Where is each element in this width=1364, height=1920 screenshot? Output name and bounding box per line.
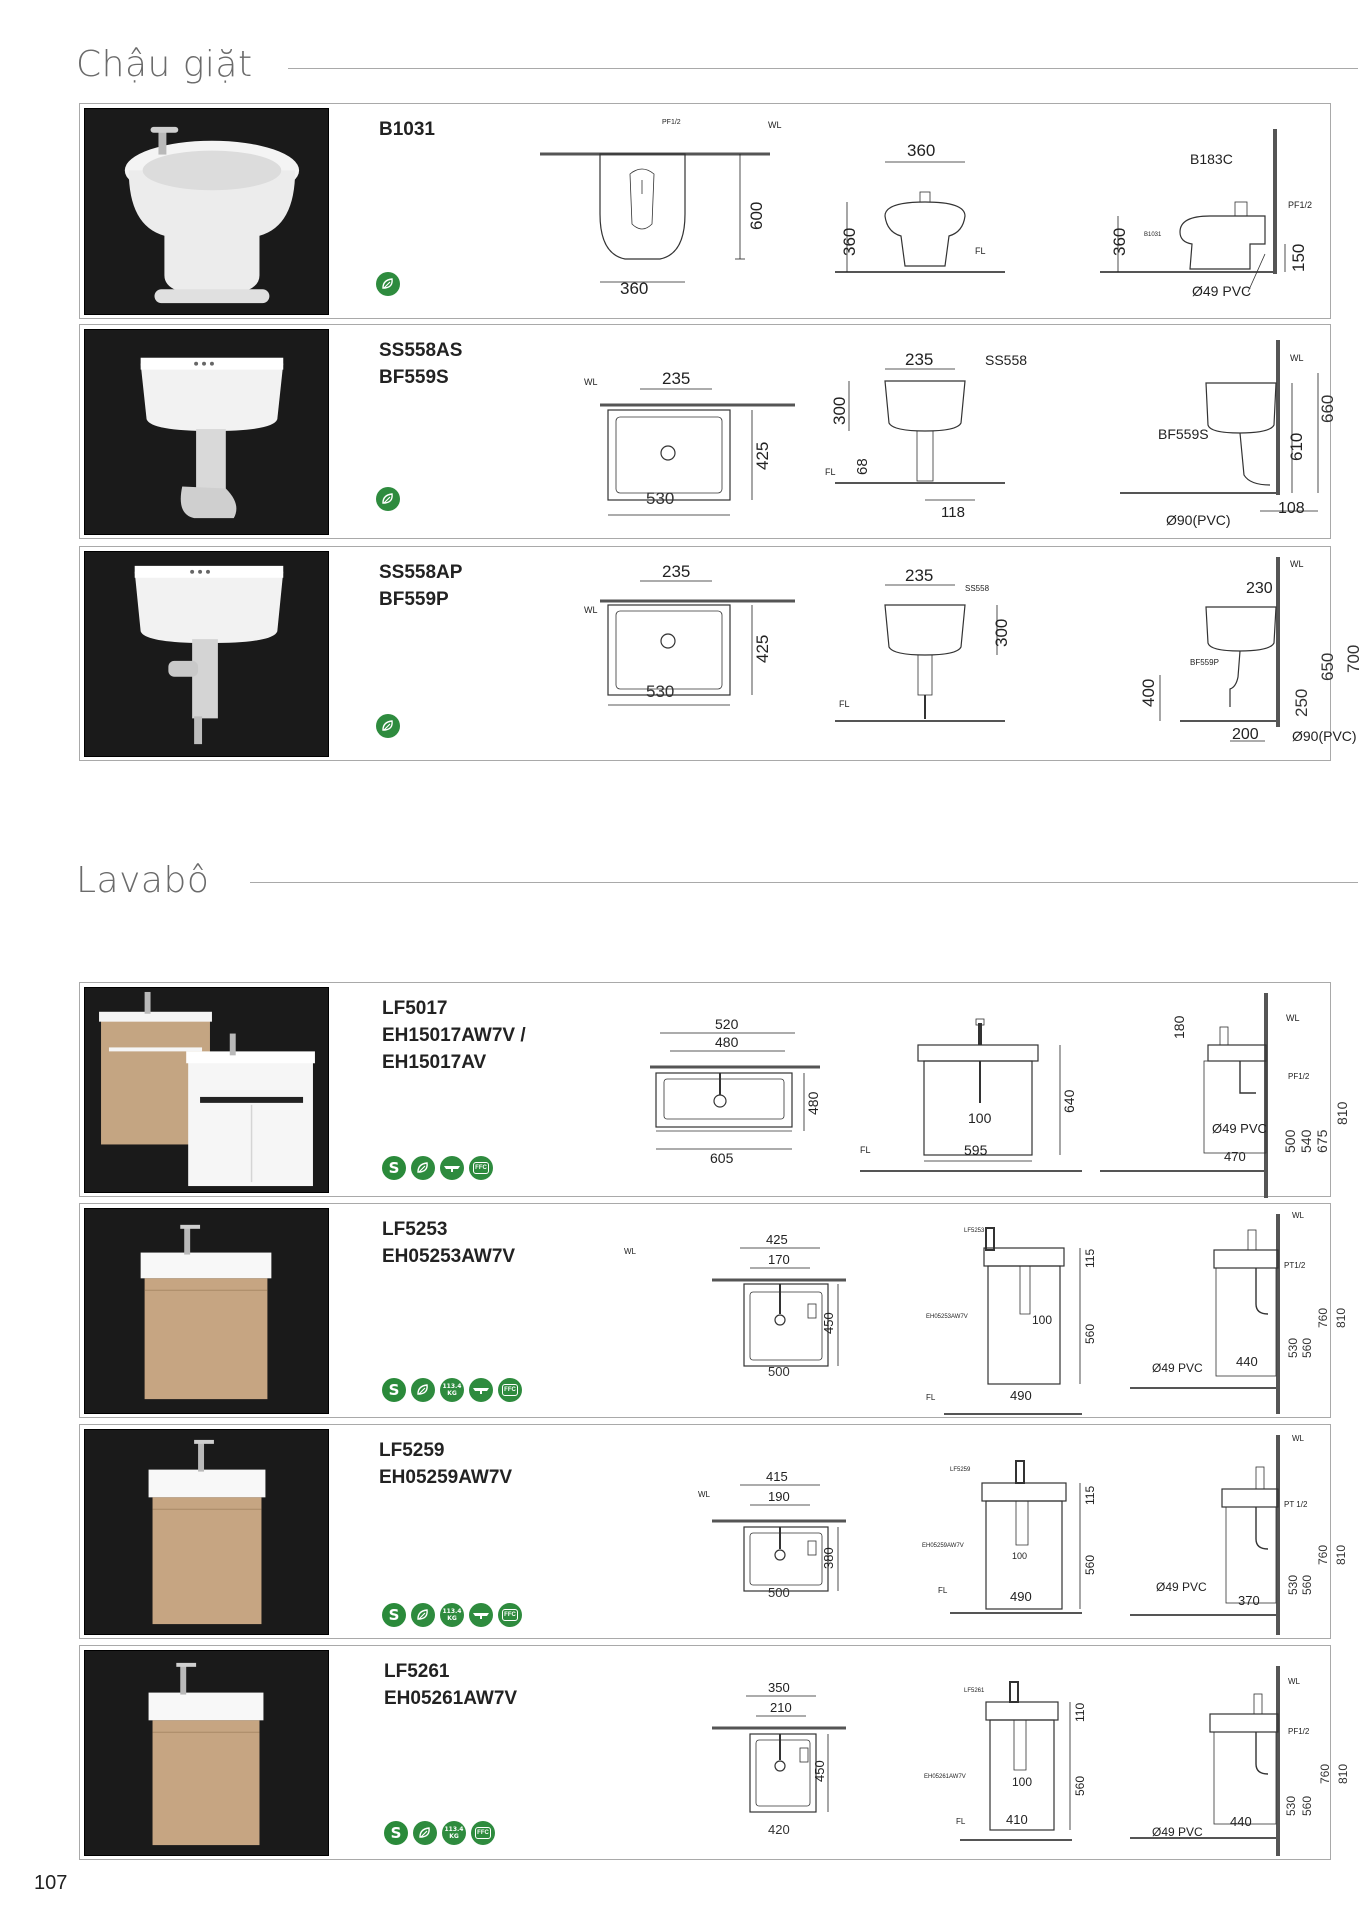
height-dimension-2: 660 xyxy=(1318,394,1337,423)
platform-icon xyxy=(440,1156,464,1180)
ffc-badge: FFC xyxy=(498,1603,522,1627)
product-code: LF5259 xyxy=(379,1440,445,1461)
fl-label: FL xyxy=(956,1817,966,1826)
fl-label: FL xyxy=(975,246,986,256)
wl-label: WL xyxy=(584,377,598,387)
width-dimension: 410 xyxy=(1006,1812,1028,1827)
platform-icon xyxy=(469,1603,493,1627)
height-dimension: 300 xyxy=(830,396,849,425)
vanity-cabinet-image xyxy=(85,988,328,1192)
pf-label: PF1/2 xyxy=(1288,200,1313,210)
pf-label: PF1/2 xyxy=(1288,1727,1310,1736)
section-divider xyxy=(250,882,1358,883)
faucet-label: B183C xyxy=(1190,151,1233,167)
feature-badges xyxy=(382,1156,493,1180)
height-dimension: 360 xyxy=(1110,227,1129,256)
top-label: LF5261 xyxy=(964,1688,985,1694)
height-dimension-3: 675 xyxy=(1314,1129,1330,1153)
product-photo xyxy=(84,108,329,315)
outer-dimension: 425 xyxy=(766,1232,788,1247)
height-dimension: 300 xyxy=(992,618,1011,647)
height-dimension: 560 xyxy=(1083,1323,1097,1344)
feature-badges xyxy=(382,1603,522,1627)
height-dimension-3: 760 xyxy=(1318,1763,1332,1784)
product-photo xyxy=(84,329,329,535)
pipe-label: Ø90(PVC) xyxy=(1166,512,1231,528)
front-view-drawing xyxy=(860,1646,1090,1861)
height-dimension-1: 610 xyxy=(1287,432,1306,461)
pipe-label: Ø49 PVC xyxy=(1212,1121,1267,1136)
fl-label: FL xyxy=(938,1586,948,1595)
side-label: EH05253AW7V xyxy=(926,1314,968,1320)
pipe-label: Ø90(PVC) xyxy=(1292,728,1357,744)
inner-dimension: 235 xyxy=(662,562,691,581)
product-code: SS558AS xyxy=(379,340,463,361)
inner-dimension: 480 xyxy=(715,1034,739,1050)
side-view-drawing xyxy=(1080,104,1320,320)
s-badge: S xyxy=(384,1821,408,1845)
height-dimension: 360 xyxy=(840,227,859,256)
section-divider xyxy=(288,68,1358,69)
width-dimension: 500 xyxy=(768,1585,790,1600)
product-codes xyxy=(382,995,526,1076)
green-leaf-icon xyxy=(376,714,400,738)
product-codes xyxy=(384,1658,517,1712)
top-height-dimension: 110 xyxy=(1073,1702,1087,1722)
wl-label: WL xyxy=(698,1490,710,1499)
product-codes xyxy=(379,559,462,613)
product-row-lf5253 xyxy=(79,1203,1348,1418)
width-dimension: 360 xyxy=(620,279,649,298)
feature-badges xyxy=(376,487,400,511)
side-view-drawing xyxy=(1080,983,1330,1198)
front-view-drawing xyxy=(825,104,1025,320)
product-codes xyxy=(382,1216,515,1270)
wl-label: WL xyxy=(1286,1013,1300,1023)
green-leaf-icon xyxy=(411,1378,435,1402)
depth-dimension: 480 xyxy=(805,1091,821,1115)
depth-dimension: 440 xyxy=(1236,1354,1258,1369)
vanity-cabinet-image xyxy=(85,1651,328,1855)
height-dimension-1: 530 xyxy=(1284,1795,1298,1816)
product-code: BF559S xyxy=(379,367,449,388)
side-view-drawing xyxy=(1080,325,1320,540)
product-code: LF5253 xyxy=(382,1219,448,1240)
product-codes xyxy=(379,1437,512,1491)
fl-label: FL xyxy=(839,699,850,709)
outer-dimension: 415 xyxy=(766,1469,788,1484)
weight-badge: 113.4 KG xyxy=(440,1603,464,1627)
product-code: B1031 xyxy=(379,119,435,140)
width-dimension: 595 xyxy=(964,1142,988,1158)
product-row-lf5017 xyxy=(79,982,1350,1197)
model-label: B1031 xyxy=(1144,232,1162,238)
page-number: 107 xyxy=(34,1872,68,1894)
top-label: LF5253 xyxy=(964,1228,985,1234)
outer-dimension: 350 xyxy=(768,1680,790,1695)
height-dimension-3: 760 xyxy=(1316,1307,1330,1328)
height-dimension-3: 700 xyxy=(1344,644,1363,673)
pipe-label: Ø49 PVC xyxy=(1152,1825,1203,1839)
offset-dimension: 108 xyxy=(1278,500,1305,517)
height-dimension-2: 560 xyxy=(1300,1795,1314,1816)
product-code: EH05261AW7V xyxy=(384,1688,518,1709)
model-label: SS558 xyxy=(965,584,990,593)
top-view-drawing xyxy=(620,1425,860,1640)
height-dimension-4: 810 xyxy=(1334,1544,1348,1565)
product-photo xyxy=(84,1650,329,1856)
depth-dimension: 450 xyxy=(821,1312,836,1334)
front-view-drawing xyxy=(860,1204,1097,1419)
vanity-cabinet-image xyxy=(85,1430,328,1634)
side-view-drawing xyxy=(1080,1204,1330,1419)
product-code: LF5017 xyxy=(382,998,448,1019)
width-dimension: 530 xyxy=(646,682,675,701)
top-label: LF5259 xyxy=(950,1467,971,1473)
wl-label: WL xyxy=(1288,1677,1300,1686)
green-leaf-icon xyxy=(411,1603,435,1627)
laundry-sink-image xyxy=(85,330,328,534)
top-view-drawing xyxy=(620,983,860,1198)
product-photo xyxy=(84,551,329,757)
bidet-image xyxy=(85,109,328,314)
height-dimension-4: 810 xyxy=(1334,1307,1348,1328)
width-dimension: 605 xyxy=(710,1150,734,1166)
height-dimension-1: 530 xyxy=(1286,1337,1300,1358)
ffc-badge: FFC xyxy=(498,1378,522,1402)
wl-label: WL xyxy=(624,1247,636,1256)
depth-dimension: 450 xyxy=(812,1760,827,1782)
product-photo xyxy=(84,1208,329,1414)
base-height-dimension: 400 xyxy=(1139,678,1158,707)
top-view-drawing xyxy=(580,325,810,540)
side-view-drawing xyxy=(1080,1646,1330,1861)
wl-label: WL xyxy=(768,120,782,130)
top-height-dimension: 115 xyxy=(1083,1485,1097,1505)
height-dimension: 560 xyxy=(1083,1554,1097,1575)
wl-label: WL xyxy=(1292,1211,1304,1220)
width-dimension: 490 xyxy=(1010,1388,1032,1403)
vanity-cabinet-image xyxy=(85,1209,328,1413)
height-dimension-3: 760 xyxy=(1316,1544,1330,1565)
height-dimension-2: 650 xyxy=(1318,652,1337,681)
front-view-drawing xyxy=(825,547,1065,762)
product-row-lf5261 xyxy=(79,1645,1350,1860)
wl-label: WL xyxy=(1290,353,1304,363)
fl-label: FL xyxy=(926,1393,936,1402)
top-view-drawing xyxy=(620,1646,860,1861)
product-code: EH15017AW7V / xyxy=(382,1025,526,1046)
feature-badges xyxy=(382,1378,522,1402)
side-label: EH05261AW7V xyxy=(924,1774,966,1780)
depth-dimension: 600 xyxy=(747,201,766,230)
pf-label: PF1/2 xyxy=(662,119,681,126)
product-row-ss558as xyxy=(79,324,1337,539)
feature-badges xyxy=(376,714,400,738)
depth-dimension: 425 xyxy=(753,634,772,663)
product-code: EH05259AW7V xyxy=(379,1467,513,1488)
s-badge: S xyxy=(382,1156,406,1180)
section-title-basin: Lavabô xyxy=(76,860,210,901)
center-dimension: 100 xyxy=(1012,1551,1028,1561)
model-label: BF559P xyxy=(1190,658,1219,667)
width-dimension: 490 xyxy=(1010,1589,1032,1604)
pf-label: PT1/2 xyxy=(1284,1261,1306,1270)
top-view-drawing xyxy=(620,1204,860,1419)
s-badge: S xyxy=(382,1603,406,1627)
offset-dimension: 200 xyxy=(1232,726,1259,743)
feature-badges xyxy=(376,272,400,296)
pipe-height-dimension: 150 xyxy=(1289,243,1308,272)
product-code: EH05253AW7V xyxy=(382,1246,516,1267)
center-dimension: 100 xyxy=(968,1110,992,1126)
front-view-drawing xyxy=(860,1425,1097,1640)
side-label: EH05259AW7V xyxy=(922,1543,964,1549)
top-dimension: 230 xyxy=(1246,580,1273,597)
depth-dimension: 380 xyxy=(821,1547,836,1569)
center-dimension: 100 xyxy=(1012,1775,1033,1789)
section-title-laundry: Chậu giặt xyxy=(76,44,253,85)
model-label: SS558 xyxy=(985,352,1028,368)
green-leaf-icon xyxy=(411,1156,435,1180)
wl-label: WL xyxy=(1292,1434,1304,1443)
feature-badges xyxy=(384,1821,495,1845)
depth-dimension: 440 xyxy=(1230,1814,1252,1829)
product-row-b1031 xyxy=(79,103,1331,319)
height-dimension-2: 560 xyxy=(1300,1574,1314,1595)
ffc-badge: FFC xyxy=(471,1821,495,1845)
ffc-badge: FFC xyxy=(469,1156,493,1180)
weight-badge: 113.4 KG xyxy=(442,1821,466,1845)
depth-dimension: 470 xyxy=(1224,1149,1246,1164)
inner-dimension: 235 xyxy=(905,350,934,369)
product-photo xyxy=(84,1429,329,1635)
height-dimension-1: 500 xyxy=(1282,1129,1298,1153)
height-dimension: 640 xyxy=(1061,1089,1077,1113)
height-dimension-2: 540 xyxy=(1298,1129,1314,1153)
outer-dimension: 520 xyxy=(715,1016,739,1032)
front-view-drawing xyxy=(860,983,1090,1198)
product-codes xyxy=(379,116,435,143)
product-code: BF559P xyxy=(379,589,449,610)
top-view-drawing xyxy=(540,104,800,320)
fl-label: FL xyxy=(860,1145,871,1155)
product-photo xyxy=(84,987,329,1193)
depth-dimension: 370 xyxy=(1238,1593,1260,1608)
width-dimension: 360 xyxy=(907,141,936,160)
pipe-label: Ø49 PVC xyxy=(1192,283,1252,299)
product-row-ss558ap xyxy=(79,546,1363,761)
model-label: BF559S xyxy=(1158,426,1209,442)
inner-dimension: 210 xyxy=(770,1700,792,1715)
inner-dimension: 170 xyxy=(768,1252,790,1267)
inner-dimension: 235 xyxy=(905,566,934,585)
green-leaf-icon xyxy=(376,272,400,296)
weight-badge: 113.4 KG xyxy=(440,1378,464,1402)
top-height-dimension: 115 xyxy=(1083,1248,1097,1268)
pipe-label: Ø49 PVC xyxy=(1156,1580,1207,1594)
wl-label: WL xyxy=(584,605,598,615)
green-leaf-icon xyxy=(413,1821,437,1845)
fl-label: FL xyxy=(825,467,836,477)
center-dimension: 100 xyxy=(1032,1313,1053,1327)
width-dimension: 420 xyxy=(768,1822,790,1837)
platform-icon xyxy=(469,1378,493,1402)
inner-dimension: 190 xyxy=(768,1489,790,1504)
width-dimension: 500 xyxy=(768,1364,790,1379)
pipe-height-dimension: 68 xyxy=(854,458,871,475)
side-view-drawing xyxy=(1080,1425,1330,1640)
inner-dimension: 235 xyxy=(662,369,691,388)
height-dimension-4: 810 xyxy=(1334,1101,1350,1125)
laundry-sink-image xyxy=(85,552,328,756)
top-dimension: 180 xyxy=(1171,1015,1187,1039)
s-badge: S xyxy=(382,1378,406,1402)
height-dimension-1: 250 xyxy=(1292,688,1311,717)
offset-dimension: 118 xyxy=(941,504,965,521)
height-dimension-4: 810 xyxy=(1336,1763,1350,1784)
product-code: LF5261 xyxy=(384,1661,450,1682)
pipe-label: Ø49 PVC xyxy=(1152,1361,1203,1375)
green-leaf-icon xyxy=(376,487,400,511)
product-codes xyxy=(379,337,462,391)
top-view-drawing xyxy=(580,547,810,762)
product-code: EH15017AV xyxy=(382,1052,487,1073)
wl-label: WL xyxy=(1290,559,1304,569)
pf-label: PT 1/2 xyxy=(1284,1500,1308,1509)
product-row-lf5259 xyxy=(79,1424,1348,1639)
width-dimension: 530 xyxy=(646,489,675,508)
height-dimension: 560 xyxy=(1073,1775,1087,1796)
depth-dimension: 425 xyxy=(753,441,772,470)
height-dimension-1: 530 xyxy=(1286,1574,1300,1595)
product-code: SS558AP xyxy=(379,562,463,583)
height-dimension-2: 560 xyxy=(1300,1337,1314,1358)
pf-label: PF1/2 xyxy=(1288,1072,1310,1081)
front-view-drawing xyxy=(825,325,1065,540)
